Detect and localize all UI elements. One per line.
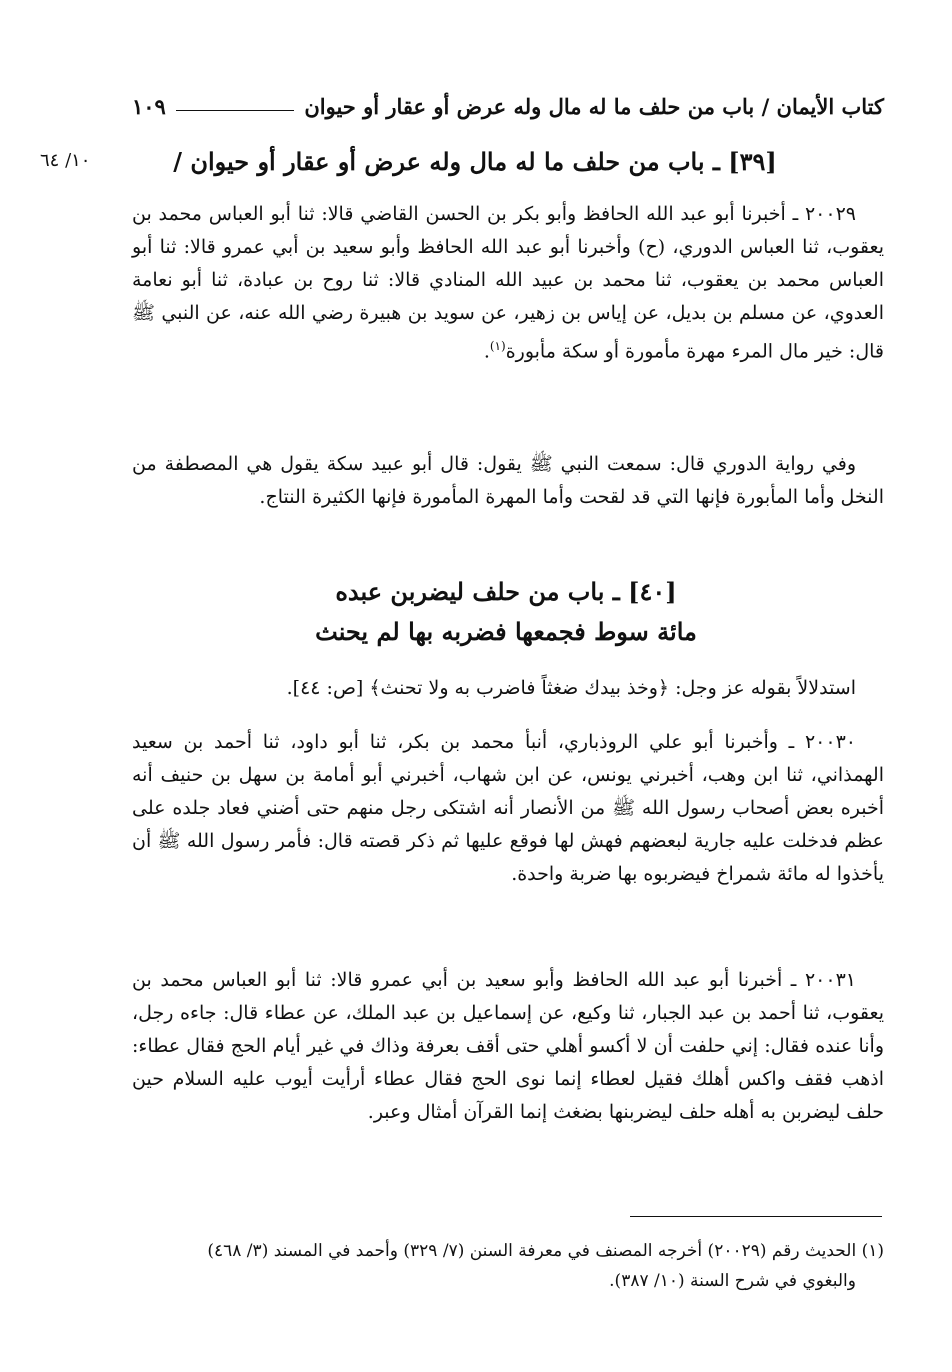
hadith-20030: ٢٠٠٣٠ ـ وأخبرنا أبو علي الروذباري، أنبأ محمد بن بكر، ثنا أبو داود، ثنا أحمد بن سعيد الهمذاني، ثنا ابن وهب، أخبرني يونس، عن ابن شهاب، أخبرني أبو أمامة بن سهل بن حنيف أنه أخبره بعض أصحاب رسول الله ﷺ من الأنصار أنه اشتكى رجل منهم حتى أضني فعاد جلده على عظم فدخلت عليه جارية لبعضهم فهش لها فوقع عليها ثم ذكر قصته قال: فأمر رسول الله ﷺ أن يأخذوا له مائة شمراخ فيضربوه بها ضربة واحدة. bbox=[132, 731, 884, 885]
chapter-heading-39: [٣٩] ـ باب من حلف ما له مال وله عرض أو عقار أو حيوان / bbox=[173, 147, 777, 176]
hadith-20031: ٢٠٠٣١ ـ أخبرنا أبو عبد الله الحافظ وأبو سعيد بن أبي عمرو قالا: ثنا أبو العباس محمد بن يعقوب، ثنا أحمد بن عبد الجبار، ثنا وكيع، عن إسماعيل بن عبد الملك، عن عطاء قال: جاءه رجل، وأنا عنده فقال: إني حلفت أن لا أكسو أهلي حتى أقف بعرفة وذاك في غير أيام الحج فقال عطاء: اذهب فقف واكس أهلك فقيل لعطاء إنما نوى الحج فقال عطاء أرأيت أيوب عليه السلام حين حلف ليضربن به أهله حلف ليضربنها بضغث إنما القرآن أمثال وعبر. bbox=[132, 969, 884, 1123]
hadith-20029-end: . bbox=[483, 340, 490, 363]
page-number: ١٠٩ bbox=[132, 93, 166, 119]
footnote bbox=[132, 1236, 884, 1296]
footnote-divider bbox=[630, 1216, 882, 1217]
chapter-40-line2: مائة سوط فجمعها فضربه بها لم يحنث bbox=[315, 617, 697, 646]
footnote-line2: والبغوي في شرح السنة (١٠/ ٣٨٧). bbox=[609, 1271, 856, 1291]
istidlal: استدلالاً بقوله عز وجل: ﴿وخذ بيدك ضغثاً فاضرب به ولا تحنث﴾ [ص: ٤٤]. bbox=[286, 677, 856, 699]
header-title: كتاب الأيمان / باب من حلف ما له مال وله عرض أو عقار أو حيوان bbox=[304, 93, 884, 119]
hadith-20029-text: ٢٠٠٢٩ ـ أخبرنا أبو عبد الله الحافظ وأبو بكر بن الحسن القاضي قالا: ثنا أبو العباس محمد بن يعقوب، ثنا العباس الدوري، (ح) وأخبرنا أبو عبد الله الحافظ وأبو سعيد بن أبي عمرو قالا: ثنا أبو العباس محمد بن يعقوب، ثنا محمد بن عبيد الله المنادي قالا: ثنا روح بن عبادة، ثنا أبو نعامة العدوي، عن مسلم بن بديل، عن إياس بن زهير، عن سويد بن هبيرة رضي الله عنه، عن النبي ﷺ قال: خير مال المرء مهرة مأمورة أو سكة مأبورة bbox=[132, 203, 884, 363]
footnote-marker[interactable]: (١) bbox=[489, 339, 506, 353]
hadith-20029 bbox=[132, 198, 884, 368]
running-header bbox=[132, 88, 884, 124]
footnote-line1: (١) الحديث رقم (٢٠٠٢٩) أخرجه المصنف في معرفة السنن (٧/ ٣٢٩) وأحمد في المسند (٣/ ٤٦٨) bbox=[207, 1241, 884, 1261]
header-rule bbox=[176, 110, 295, 111]
margin-reference: ١٠/ ٦٤ bbox=[40, 150, 91, 171]
chapter-40-line1: [٤٠] ـ باب من حلف ليضربن عبده bbox=[335, 577, 677, 606]
chapter-heading-40 bbox=[130, 572, 882, 652]
riwaya-dawri: وفي رواية الدوري قال: سمعت النبي ﷺ يقول: قال أبو عبيد سكة يقول هي المصطفة من النخل وأما المأبورة فإنها التي قد لقحت وأما المهرة المأمورة فإنها الكثيرة النتاج. bbox=[132, 453, 884, 508]
